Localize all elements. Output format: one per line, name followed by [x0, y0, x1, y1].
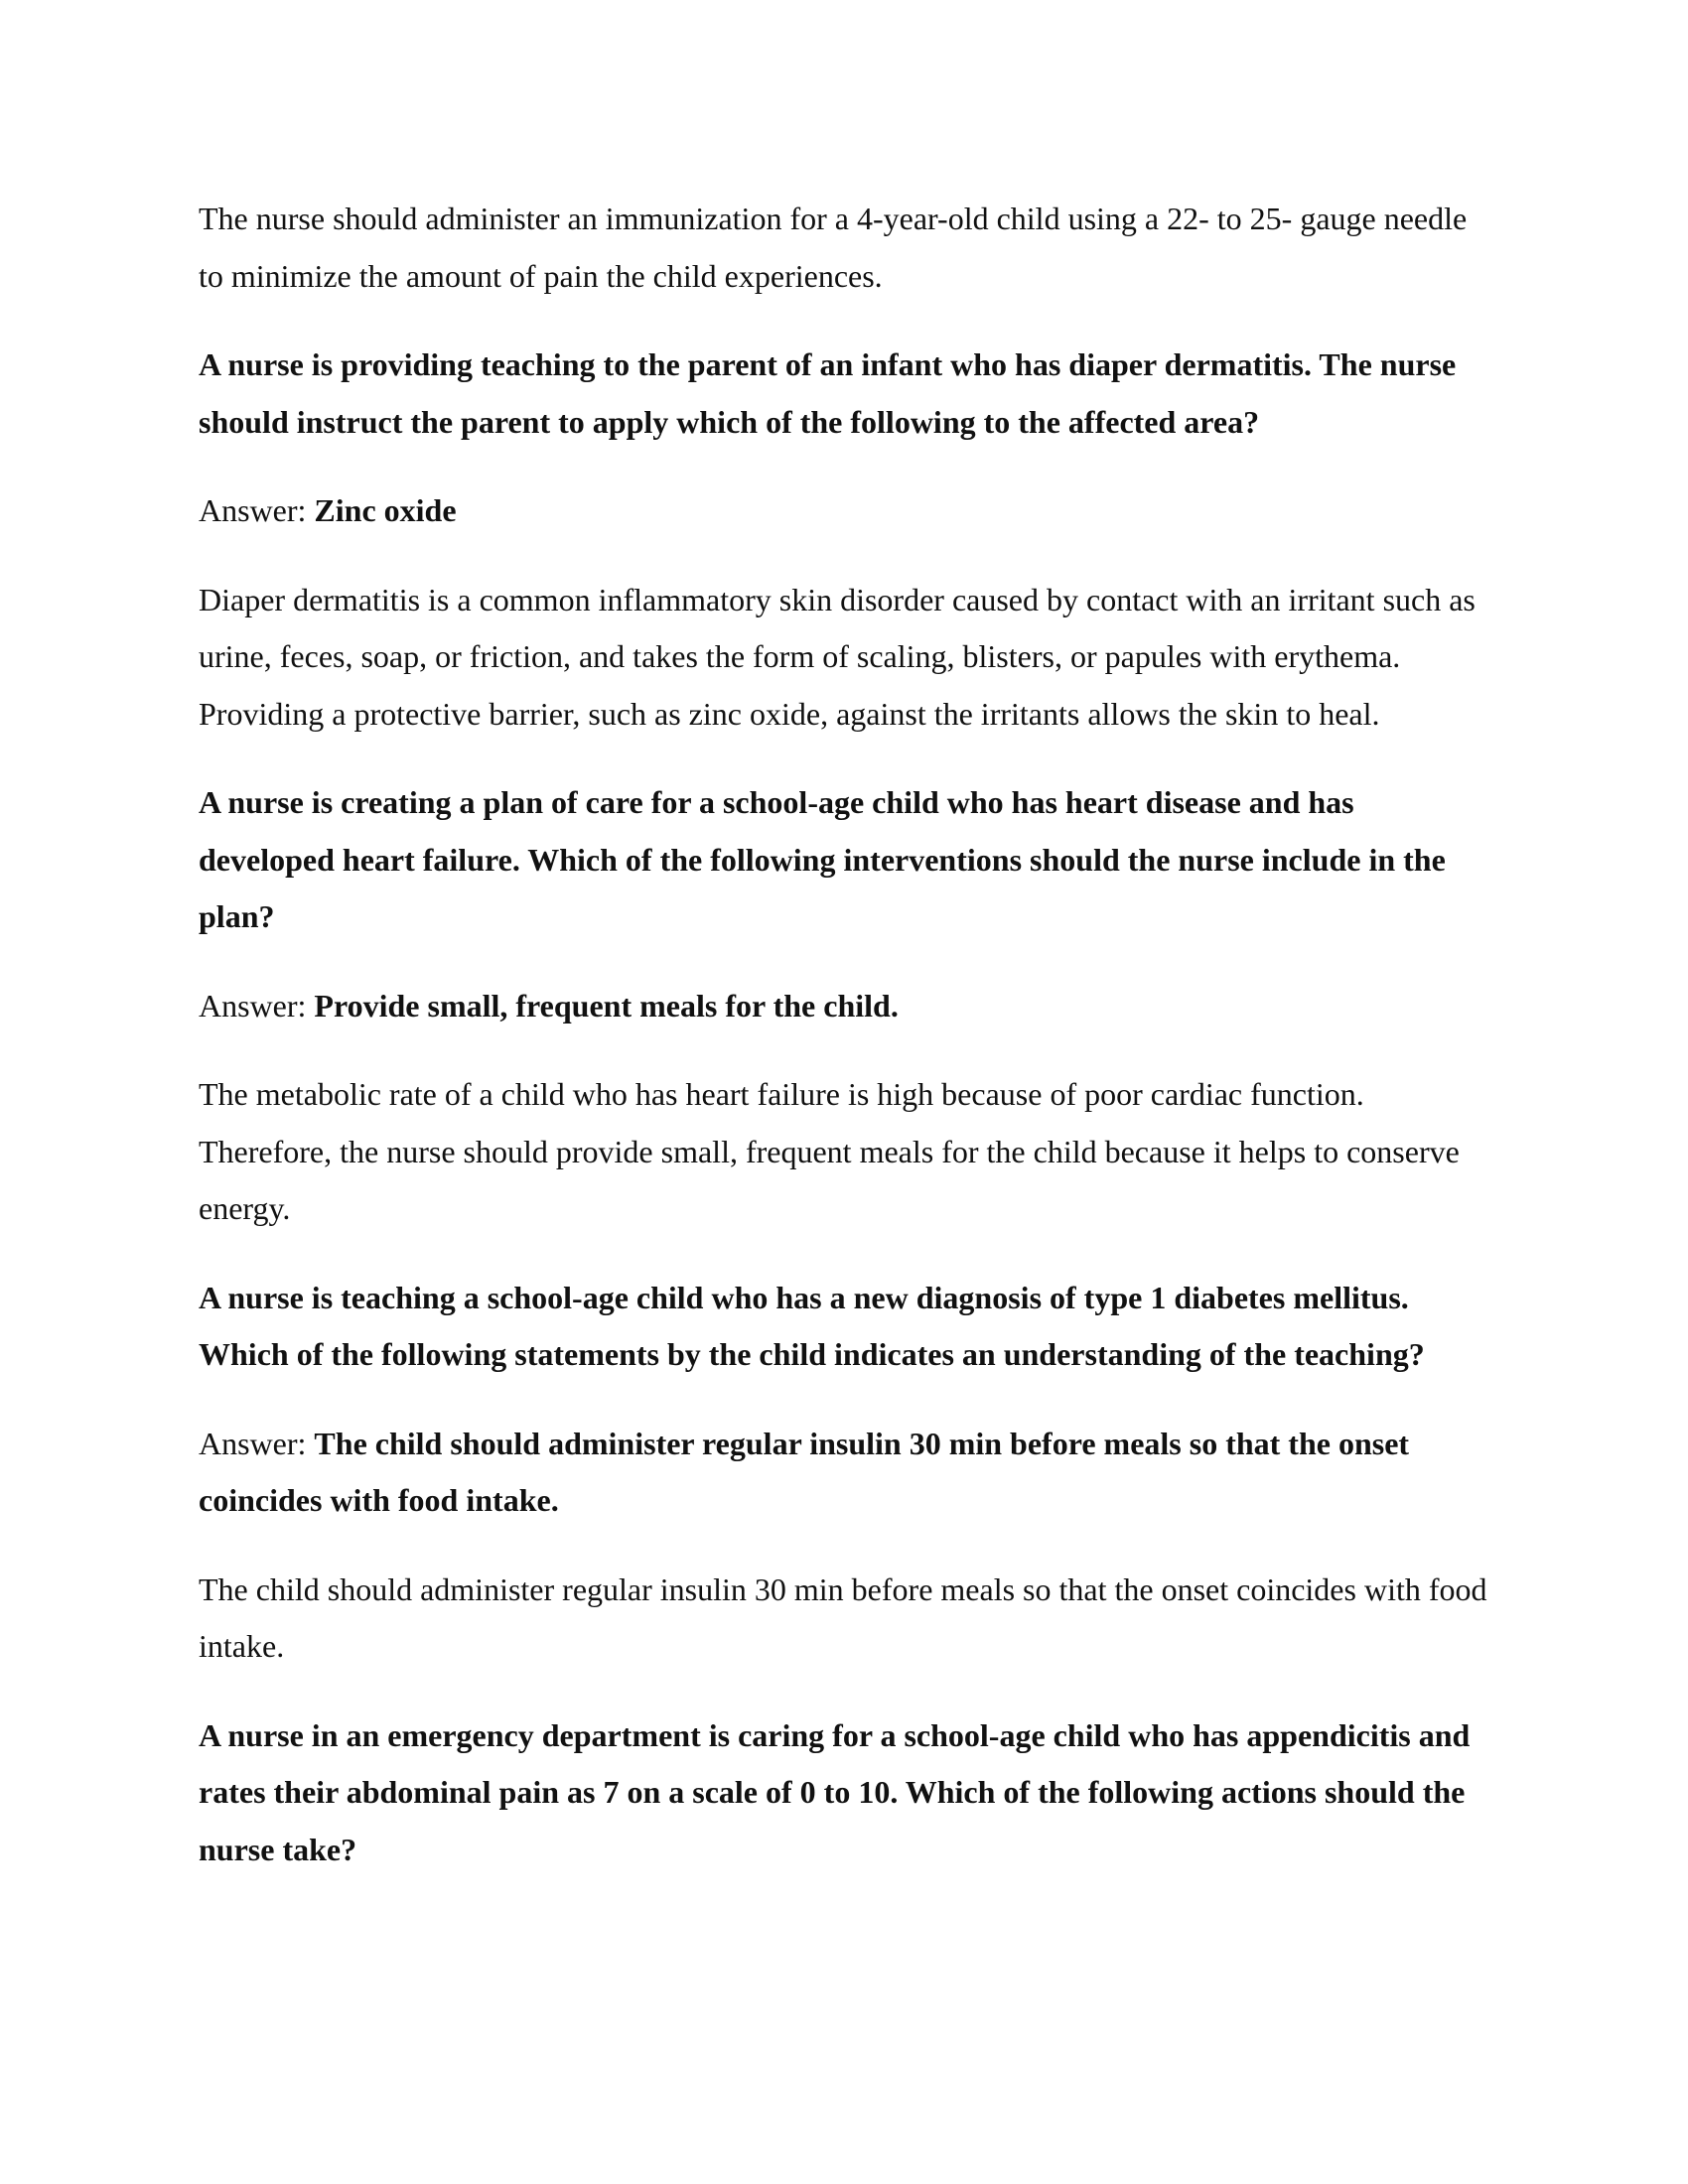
question-paragraph: A nurse is creating a plan of care for a school-age child who has heart disease and has developed heart failure. Which of the following interventions should the nurse include in the plan?: [199, 784, 1446, 934]
document-page: [199, 191, 1489, 1910]
explanation-paragraph: The metabolic rate of a child who has heart failure is high because of poor cardiac function. Therefore, the nurse should provide small, frequent meals for the child because it helps to conserve energy.: [199, 1076, 1460, 1226]
question-paragraph: A nurse is teaching a school-age child who has a new diagnosis of type 1 diabetes mellitus. Which of the following statements by the child indicates an understanding of the teaching?: [199, 1279, 1425, 1372]
answer-text: Provide small, frequent meals for the child.: [314, 987, 899, 1024]
answer-label: Answer:: [199, 1425, 307, 1461]
explanation-paragraph: The child should administer regular insulin 30 min before meals so that the onset coincides with food intake.: [199, 1570, 1487, 1664]
answer-label: Answer:: [199, 987, 307, 1024]
answer-paragraph: [199, 482, 1489, 540]
explanation-paragraph: The nurse should administer an immunization for a 4-year-old child using a 22- to 25- gauge needle to minimize the amount of pain the child experiences.: [199, 201, 1468, 294]
question-paragraph: A nurse is providing teaching to the parent of an infant who has diaper dermatitis. The nurse should instruct the parent to apply which of the following to the affected area?: [199, 346, 1457, 440]
answer-label: Answer:: [199, 492, 307, 528]
answer-text: The child should administer regular insulin 30 min before meals so that the onset coincides with food intake.: [199, 1425, 1410, 1518]
answer-text: Zinc oxide: [314, 492, 457, 528]
answer-paragraph: [199, 1416, 1489, 1530]
question-paragraph: A nurse in an emergency department is caring for a school-age child who has appendicitis and rates their abdominal pain as 7 on a scale of 0 to 10. Which of the following actions should the nurse take?: [199, 1716, 1471, 1867]
answer-paragraph: [199, 978, 1489, 1035]
explanation-paragraph: Diaper dermatitis is a common inflammatory skin disorder caused by contact with an irritant such as urine, feces, soap, or friction, and takes the form of scaling, blisters, or papules with erythema. Providing a protective barrier, such as zinc oxide, against the irritants allows the skin to heal.: [199, 581, 1476, 732]
